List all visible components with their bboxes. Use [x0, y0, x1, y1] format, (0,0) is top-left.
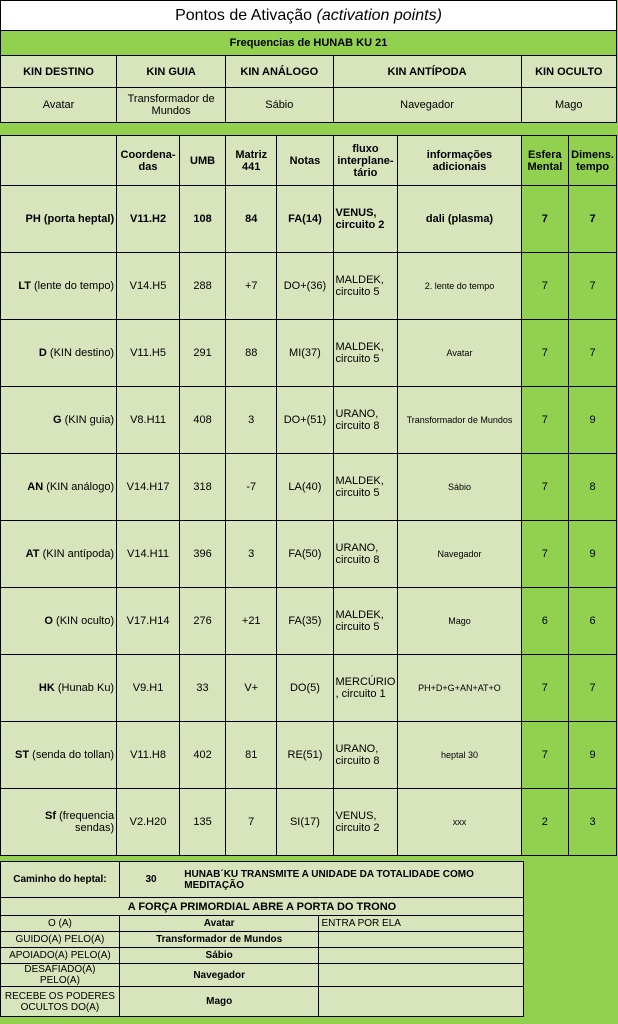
- footer-lines: [1, 916, 524, 1017]
- cell-dim: 7: [569, 655, 617, 722]
- footer-line-extra: [319, 987, 524, 1017]
- cell-dim: 6: [569, 588, 617, 655]
- cell-matriz: 84: [226, 186, 277, 253]
- col-header-dimens: Dimens. tempo: [569, 136, 617, 186]
- footer-line-value: Avatar: [119, 916, 319, 932]
- table-row: [1, 320, 617, 387]
- cell-umb: 402: [179, 722, 225, 789]
- cell-esfera: 7: [521, 454, 569, 521]
- cell-esfera: 7: [521, 253, 569, 320]
- point-code: D: [38, 347, 47, 359]
- cell-point: [1, 387, 117, 454]
- point-name: (KIN guia): [64, 414, 115, 426]
- cell-coord: V11.H8: [117, 722, 180, 789]
- cell-umb: 135: [179, 789, 225, 856]
- col-header-esfera: Esfera Mental: [521, 136, 569, 186]
- table-row: [1, 454, 617, 521]
- cell-nota: MI(37): [277, 320, 333, 387]
- activation-rows: [1, 186, 617, 856]
- point-code: HK: [38, 682, 55, 694]
- cell-nota: FA(50): [277, 521, 333, 588]
- cell-nota: FA(14): [277, 186, 333, 253]
- kin-header-oculto: KIN OCULTO: [521, 56, 616, 88]
- cell-umb: 108: [179, 186, 225, 253]
- caminho-text: HUNAB´KU TRANSMITE A UNIDADE DA TOTALIDADE COMO MEDITAÇÃO: [182, 862, 523, 898]
- cell-dim: 7: [569, 253, 617, 320]
- caminho-number: 30: [119, 862, 182, 898]
- table-row: [1, 789, 617, 856]
- cell-info: Sábio: [398, 454, 521, 521]
- kin-header-guia: KIN GUIA: [117, 56, 226, 88]
- cell-coord: V9.H1: [117, 655, 180, 722]
- cell-info: Mago: [398, 588, 521, 655]
- column-header-row: [1, 136, 617, 186]
- col-header-notas: Notas: [277, 136, 333, 186]
- cell-info: heptal 30: [398, 722, 521, 789]
- cell-coord: V8.H11: [117, 387, 180, 454]
- col-header-umb: UMB: [179, 136, 225, 186]
- footer-line-extra: [319, 948, 524, 964]
- caminho-label: Caminho do heptal:: [1, 862, 120, 898]
- point-name: (frequencia sendas): [59, 810, 115, 834]
- cell-dim: 9: [569, 387, 617, 454]
- cell-esfera: 7: [521, 186, 569, 253]
- footer-line: [1, 948, 524, 964]
- cell-dim: 3: [569, 789, 617, 856]
- cell-coord: V14.H17: [117, 454, 180, 521]
- cell-esfera: 2: [521, 789, 569, 856]
- footer-line: [1, 932, 524, 948]
- cell-nota: SI(17): [277, 789, 333, 856]
- point-name: (Hunab Ku): [57, 682, 115, 694]
- cell-point: [1, 186, 117, 253]
- cell-coord: V2.H20: [117, 789, 180, 856]
- cell-fluxo: URANO, circuito 8: [333, 521, 398, 588]
- cell-umb: 276: [179, 588, 225, 655]
- cell-esfera: 7: [521, 722, 569, 789]
- point-name: (KIN análogo): [46, 481, 115, 493]
- cell-nota: DO+(51): [277, 387, 333, 454]
- cell-fluxo: VENUS, circuito 2: [333, 186, 398, 253]
- point-code: LT: [18, 280, 31, 292]
- col-header-matriz: Matriz 441: [226, 136, 277, 186]
- footer-line-extra: ENTRA POR ELA: [319, 916, 524, 932]
- title-sub: (activation points): [316, 6, 442, 24]
- point-code: PH: [25, 213, 41, 225]
- table-row: [1, 588, 617, 655]
- footer-table: [0, 861, 524, 1017]
- footer-line-value: Navegador: [119, 964, 319, 987]
- cell-matriz: 88: [226, 320, 277, 387]
- cell-info: xxx: [398, 789, 521, 856]
- cell-fluxo: MALDEK, circuito 5: [333, 588, 398, 655]
- cell-coord: V11.H5: [117, 320, 180, 387]
- point-code: AT: [25, 548, 40, 560]
- kin-header-analogo: KIN ANÁLOGO: [226, 56, 333, 88]
- cell-nota: FA(35): [277, 588, 333, 655]
- cell-info: Navegador: [398, 521, 521, 588]
- cell-point: [1, 722, 117, 789]
- cell-dim: 7: [569, 320, 617, 387]
- cell-umb: 288: [179, 253, 225, 320]
- cell-esfera: 6: [521, 588, 569, 655]
- cell-umb: 291: [179, 320, 225, 387]
- cell-esfera: 7: [521, 655, 569, 722]
- cell-dim: 8: [569, 454, 617, 521]
- kin-header-destino: KIN DESTINO: [1, 56, 117, 88]
- col-header-coord: Coordena-das: [117, 136, 180, 186]
- cell-fluxo: MALDEK, circuito 5: [333, 454, 398, 521]
- table-row: [1, 253, 617, 320]
- kin-value-row: [1, 88, 617, 123]
- cell-matriz: 3: [226, 387, 277, 454]
- subtitle: Frequencias de HUNAB KU 21: [1, 31, 617, 56]
- table-row: [1, 521, 617, 588]
- footer-line-label: O (A): [1, 916, 120, 932]
- point-name: (porta heptal): [43, 213, 115, 225]
- table-row: [1, 186, 617, 253]
- kin-header-antipoda: KIN ANTÍPODA: [333, 56, 521, 88]
- cell-matriz: 7: [226, 789, 277, 856]
- point-code: O: [44, 615, 53, 627]
- kin-value-destino: Avatar: [1, 88, 117, 123]
- cell-info: dali (plasma): [398, 186, 521, 253]
- cell-fluxo: MALDEK, circuito 5: [333, 253, 398, 320]
- point-code: AN: [27, 481, 44, 493]
- footer-line-extra: [319, 964, 524, 987]
- point-name: (senda do tollan): [32, 749, 115, 761]
- cell-dim: 7: [569, 186, 617, 253]
- footer-line-extra: [319, 932, 524, 948]
- cell-matriz: 3: [226, 521, 277, 588]
- cell-umb: 396: [179, 521, 225, 588]
- cell-info: Transformador de Mundos: [398, 387, 521, 454]
- cell-esfera: 7: [521, 320, 569, 387]
- cell-nota: RE(51): [277, 722, 333, 789]
- point-name: (lente do tempo): [34, 280, 115, 292]
- kin-value-antipoda: Navegador: [333, 88, 521, 123]
- cell-dim: 9: [569, 521, 617, 588]
- col-header-fluxo: fluxo interplane-tário: [333, 136, 398, 186]
- footer-line-label: DESAFIADO(A) PELO(A): [1, 964, 120, 987]
- cell-nota: DO+(36): [277, 253, 333, 320]
- footer-line-value: Sábio: [119, 948, 319, 964]
- point-name: (KIN destino): [49, 347, 115, 359]
- cell-point: [1, 655, 117, 722]
- cell-matriz: +21: [226, 588, 277, 655]
- table-row: [1, 722, 617, 789]
- table-row: [1, 655, 617, 722]
- cell-matriz: -7: [226, 454, 277, 521]
- col-header-point: [1, 136, 117, 186]
- point-code: Sf: [45, 810, 56, 822]
- cell-info: Avatar: [398, 320, 521, 387]
- forca-primordial: A FORÇA PRIMORDIAL ABRE A PORTA DO TRONO: [1, 898, 524, 916]
- cell-matriz: 81: [226, 722, 277, 789]
- cell-info: PH+D+G+AN+AT+O: [398, 655, 521, 722]
- cell-nota: LA(40): [277, 454, 333, 521]
- kin-header-row: [1, 56, 617, 88]
- footer-line: [1, 987, 524, 1017]
- cell-point: [1, 789, 117, 856]
- point-name: (KIN antípoda): [42, 548, 115, 560]
- footer-line-label: RECEBE OS PODERES OCULTOS DO(A): [1, 987, 120, 1017]
- footer-line-label: GUIDO(A) PELO(A): [1, 932, 120, 948]
- point-name: (KIN oculto): [56, 615, 115, 627]
- cell-fluxo: URANO, circuito 8: [333, 722, 398, 789]
- cell-point: [1, 253, 117, 320]
- cell-esfera: 7: [521, 521, 569, 588]
- spacer-row: [1, 123, 617, 136]
- cell-dim: 9: [569, 722, 617, 789]
- cell-umb: 33: [179, 655, 225, 722]
- point-code: G: [52, 414, 62, 426]
- cell-coord: V14.H11: [117, 521, 180, 588]
- footer-line-value: Mago: [119, 987, 319, 1017]
- cell-umb: 408: [179, 387, 225, 454]
- cell-umb: 318: [179, 454, 225, 521]
- cell-point: [1, 320, 117, 387]
- cell-point: [1, 588, 117, 655]
- cell-coord: V11.H2: [117, 186, 180, 253]
- cell-fluxo: URANO, circuito 8: [333, 387, 398, 454]
- cell-fluxo: VENUS, circuito 2: [333, 789, 398, 856]
- kin-value-analogo: Sábio: [226, 88, 333, 123]
- cell-esfera: 7: [521, 387, 569, 454]
- cell-point: [1, 454, 117, 521]
- cell-coord: V14.H5: [117, 253, 180, 320]
- kin-value-oculto: Mago: [521, 88, 616, 123]
- footer-line: [1, 964, 524, 987]
- title-main: Pontos de Ativação: [175, 6, 317, 24]
- cell-matriz: +7: [226, 253, 277, 320]
- cell-fluxo: MALDEK, circuito 5: [333, 320, 398, 387]
- footer-line-label: APOIADO(A) PELO(A): [1, 948, 120, 964]
- point-code: ST: [15, 749, 30, 761]
- col-header-info: informações adicionais: [398, 136, 521, 186]
- cell-coord: V17.H14: [117, 588, 180, 655]
- footer-line-value: Transformador de Mundos: [119, 932, 319, 948]
- cell-point: [1, 521, 117, 588]
- cell-matriz: V+: [226, 655, 277, 722]
- cell-info: 2. lente do tempo: [398, 253, 521, 320]
- kin-value-guia: Transformador de Mundos: [117, 88, 226, 123]
- table-row: [1, 387, 617, 454]
- cell-fluxo: MERCÚRIO , circuito 1: [333, 655, 398, 722]
- page-title: [1, 1, 617, 31]
- cell-nota: DO(5): [277, 655, 333, 722]
- footer-line: [1, 916, 524, 932]
